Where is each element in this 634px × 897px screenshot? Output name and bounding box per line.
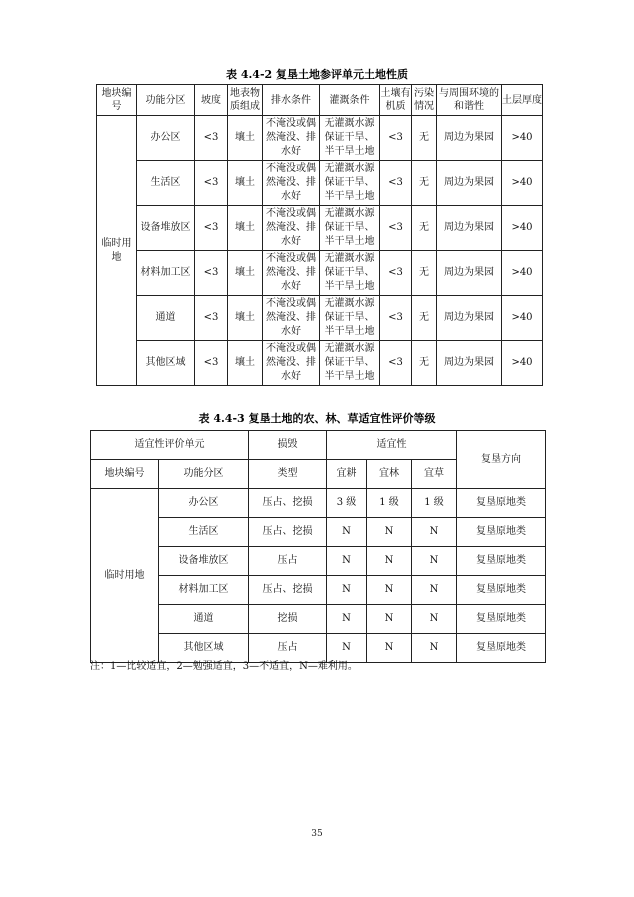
table2-cell-type: 压占、挖损 bbox=[249, 489, 327, 518]
table2-row bbox=[91, 489, 546, 518]
table1-cell-zone: 通道 bbox=[137, 296, 195, 341]
table2-cell-grass: N bbox=[412, 518, 457, 547]
table2-cell-zone: 其他区域 bbox=[159, 634, 249, 663]
table2-cell-direction: 复垦原地类 bbox=[457, 634, 546, 663]
table1-cell-harmony: 周边为果园 bbox=[437, 251, 502, 296]
table2-cell-forest: N bbox=[367, 576, 412, 605]
table2-cell-farm: N bbox=[327, 605, 367, 634]
table1-cell-zone: 办公区 bbox=[137, 116, 195, 161]
table1-cell-zone: 材料加工区 bbox=[137, 251, 195, 296]
table1-row bbox=[97, 206, 543, 251]
table2-header-grass: 宜草 bbox=[412, 460, 457, 489]
table2-cell-zone: 通道 bbox=[159, 605, 249, 634]
table2-cell-grass: N bbox=[412, 605, 457, 634]
table2-cell-direction: 复垦原地类 bbox=[457, 547, 546, 576]
table2-cell-type: 压占 bbox=[249, 547, 327, 576]
table2-cell-forest: N bbox=[367, 518, 412, 547]
page-number: 35 bbox=[311, 829, 323, 839]
table2-row bbox=[91, 518, 546, 547]
table1-group-label: 临时用地 bbox=[97, 116, 137, 386]
table1-header-cell: 土壤有机质 bbox=[380, 85, 412, 116]
table1-cell-material: 壤土 bbox=[228, 116, 263, 161]
table2-cell-farm: 3 级 bbox=[327, 489, 367, 518]
table-note: 注：1—比较适宜，2—勉强适宜，3—不适宜，N—难利用。 bbox=[90, 661, 358, 672]
table1-cell-pollution: 无 bbox=[412, 116, 437, 161]
table1-cell-thickness: >40 bbox=[502, 296, 543, 341]
land-property-table bbox=[96, 84, 543, 386]
table1-cell-irrigation: 无灌溉水源保证干旱、半干旱土地 bbox=[320, 206, 380, 251]
table1-cell-slope: <3 bbox=[195, 161, 228, 206]
table1-row bbox=[97, 161, 543, 206]
table2-cell-direction: 复垦原地类 bbox=[457, 518, 546, 547]
table2-header-direction: 复垦方向 bbox=[457, 431, 546, 489]
table2-cell-type: 压占、挖损 bbox=[249, 576, 327, 605]
table2-cell-type: 压占 bbox=[249, 634, 327, 663]
table1-cell-drainage: 不淹没或偶然淹没、排水好 bbox=[263, 206, 320, 251]
table1-cell-material: 壤土 bbox=[228, 161, 263, 206]
table2-header-farm: 宜耕 bbox=[327, 460, 367, 489]
table1-cell-slope: <3 bbox=[195, 296, 228, 341]
table2-cell-forest: N bbox=[367, 634, 412, 663]
table1-cell-organic: <3 bbox=[380, 161, 412, 206]
table1-cell-organic: <3 bbox=[380, 206, 412, 251]
table1-row bbox=[97, 341, 543, 386]
table1-cell-material: 壤土 bbox=[228, 341, 263, 386]
table2-header-unit: 适宜性评价单元 bbox=[91, 431, 249, 460]
table1-cell-irrigation: 无灌溉水源保证干旱、半干旱土地 bbox=[320, 116, 380, 161]
table1-cell-thickness: >40 bbox=[502, 161, 543, 206]
table1-cell-zone: 设备堆放区 bbox=[137, 206, 195, 251]
table2-cell-zone: 设备堆放区 bbox=[159, 547, 249, 576]
table1-cell-irrigation: 无灌溉水源保证干旱、半干旱土地 bbox=[320, 161, 380, 206]
table1-caption: 表 4.4-2 复垦土地参评单元土地性质 bbox=[225, 68, 408, 81]
table1-cell-slope: <3 bbox=[195, 116, 228, 161]
table2-cell-type: 挖损 bbox=[249, 605, 327, 634]
table2-header-forest: 宜林 bbox=[367, 460, 412, 489]
table2-header-suitability: 适宜性 bbox=[327, 431, 457, 460]
table2-cell-forest: N bbox=[367, 547, 412, 576]
table2-cell-grass: 1 级 bbox=[412, 489, 457, 518]
table1-cell-thickness: >40 bbox=[502, 116, 543, 161]
table1-cell-organic: <3 bbox=[380, 296, 412, 341]
table1-cell-thickness: >40 bbox=[502, 206, 543, 251]
table1-cell-slope: <3 bbox=[195, 341, 228, 386]
table2-cell-grass: N bbox=[412, 547, 457, 576]
table1-cell-zone: 其他区域 bbox=[137, 341, 195, 386]
table2-header-type: 类型 bbox=[249, 460, 327, 489]
table1-cell-pollution: 无 bbox=[412, 161, 437, 206]
table1-cell-material: 壤土 bbox=[228, 251, 263, 296]
table1-cell-pollution: 无 bbox=[412, 251, 437, 296]
table1-cell-material: 壤土 bbox=[228, 206, 263, 251]
table2-header-plot: 地块编号 bbox=[91, 460, 159, 489]
table1-cell-irrigation: 无灌溉水源保证干旱、半干旱土地 bbox=[320, 251, 380, 296]
table1-cell-slope: <3 bbox=[195, 206, 228, 251]
table2-header-row bbox=[91, 431, 546, 460]
table2-cell-direction: 复垦原地类 bbox=[457, 605, 546, 634]
table1-cell-irrigation: 无灌溉水源保证干旱、半干旱土地 bbox=[320, 341, 380, 386]
table2-cell-direction: 复垦原地类 bbox=[457, 576, 546, 605]
table1-row bbox=[97, 251, 543, 296]
table2-cell-grass: N bbox=[412, 634, 457, 663]
table1-cell-zone: 生活区 bbox=[137, 161, 195, 206]
table1-cell-organic: <3 bbox=[380, 341, 412, 386]
table1-row bbox=[97, 296, 543, 341]
table2-row bbox=[91, 605, 546, 634]
table1-cell-harmony: 周边为果园 bbox=[437, 341, 502, 386]
table2-row bbox=[91, 576, 546, 605]
table1-cell-harmony: 周边为果园 bbox=[437, 296, 502, 341]
table1-cell-pollution: 无 bbox=[412, 206, 437, 251]
table2-cell-zone: 生活区 bbox=[159, 518, 249, 547]
table1-header-cell: 土层厚度 bbox=[502, 85, 543, 116]
table2-cell-farm: N bbox=[327, 576, 367, 605]
table2-cell-forest: 1 级 bbox=[367, 489, 412, 518]
table2-header-damage: 损毁 bbox=[249, 431, 327, 460]
table1-cell-thickness: >40 bbox=[502, 341, 543, 386]
table2-row bbox=[91, 547, 546, 576]
table2-cell-zone: 材料加工区 bbox=[159, 576, 249, 605]
table1-header-cell: 功能分区 bbox=[137, 85, 195, 116]
table2-cell-farm: N bbox=[327, 518, 367, 547]
table1-header-cell: 灌溉条件 bbox=[320, 85, 380, 116]
table2-cell-farm: N bbox=[327, 634, 367, 663]
table1-cell-harmony: 周边为果园 bbox=[437, 116, 502, 161]
table1-cell-harmony: 周边为果园 bbox=[437, 206, 502, 251]
table1-cell-drainage: 不淹没或偶然淹没、排水好 bbox=[263, 161, 320, 206]
table2-cell-forest: N bbox=[367, 605, 412, 634]
table1-header-cell: 污染情况 bbox=[412, 85, 437, 116]
table1-cell-pollution: 无 bbox=[412, 296, 437, 341]
table1-cell-drainage: 不淹没或偶然淹没、排水好 bbox=[263, 296, 320, 341]
table2-caption: 表 4.4-3 复垦土地的农、林、草适宜性评价等级 bbox=[198, 412, 436, 425]
table1-cell-organic: <3 bbox=[380, 116, 412, 161]
table1-cell-material: 壤土 bbox=[228, 296, 263, 341]
table1-header-cell: 地表物质组成 bbox=[228, 85, 263, 116]
table1-cell-drainage: 不淹没或偶然淹没、排水好 bbox=[263, 116, 320, 161]
table2-cell-farm: N bbox=[327, 547, 367, 576]
table1-cell-irrigation: 无灌溉水源保证干旱、半干旱土地 bbox=[320, 296, 380, 341]
table1-header-cell: 坡度 bbox=[195, 85, 228, 116]
table2-group-label: 临时用地 bbox=[91, 489, 159, 663]
table1-cell-drainage: 不淹没或偶然淹没、排水好 bbox=[263, 341, 320, 386]
table1-cell-slope: <3 bbox=[195, 251, 228, 296]
suitability-table bbox=[90, 430, 546, 663]
table1-cell-organic: <3 bbox=[380, 251, 412, 296]
table1-cell-drainage: 不淹没或偶然淹没、排水好 bbox=[263, 251, 320, 296]
table2-cell-zone: 办公区 bbox=[159, 489, 249, 518]
table1-cell-pollution: 无 bbox=[412, 341, 437, 386]
table1-row bbox=[97, 116, 543, 161]
table1-header-cell: 地块编号 bbox=[97, 85, 137, 116]
table1-cell-harmony: 周边为果园 bbox=[437, 161, 502, 206]
table2-cell-type: 压占、挖损 bbox=[249, 518, 327, 547]
table1-header-row bbox=[97, 85, 543, 116]
table2-cell-direction: 复垦原地类 bbox=[457, 489, 546, 518]
table1-cell-thickness: >40 bbox=[502, 251, 543, 296]
table2-header-zone: 功能分区 bbox=[159, 460, 249, 489]
table1-header-cell: 排水条件 bbox=[263, 85, 320, 116]
table2-cell-grass: N bbox=[412, 576, 457, 605]
table1-header-cell: 与周围环境的和谐性 bbox=[437, 85, 502, 116]
